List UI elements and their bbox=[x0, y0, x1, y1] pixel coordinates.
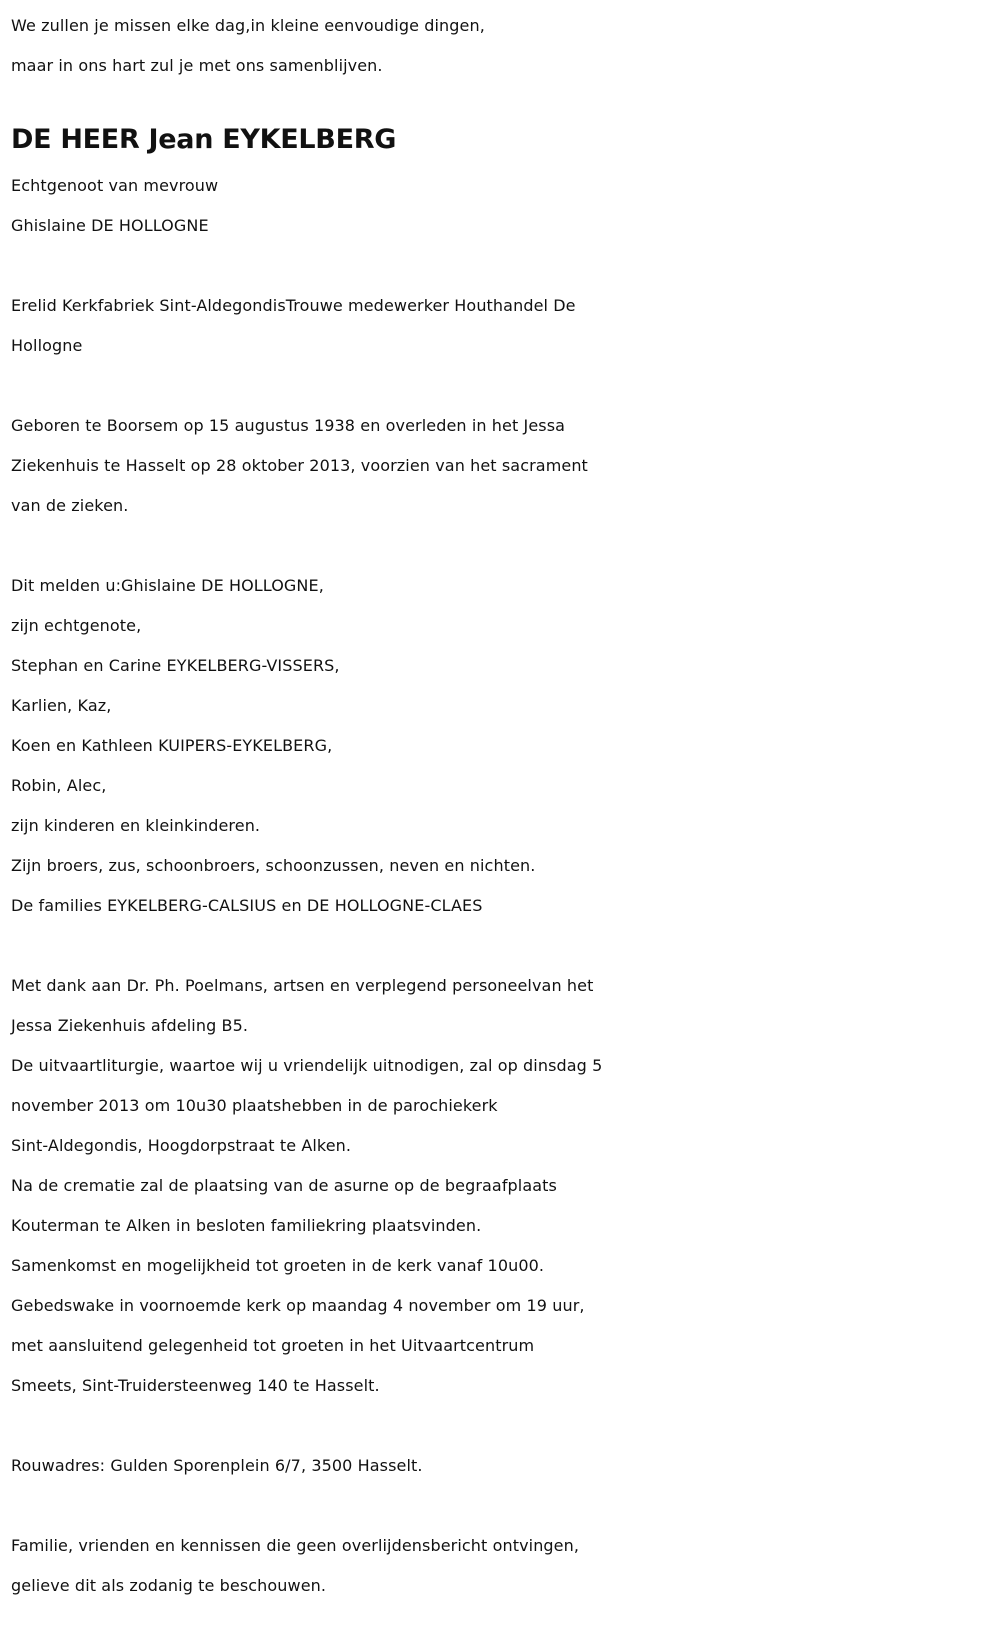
ceremony-line: Na de crematie zal de plaatsing van de asurne op de begraafplaats bbox=[11, 1176, 557, 1195]
ceremony-line: De uitvaartliturgie, waartoe wij u vriendelijk uitnodigen, zal op dinsdag 5 bbox=[11, 1056, 603, 1075]
ceremony-line: Gebedswake in voornoemde kerk op maandag 4 november om 19 uur, bbox=[11, 1296, 585, 1315]
spouse-line: Ghislaine DE HOLLOGNE bbox=[11, 216, 209, 235]
birth-death-block bbox=[11, 406, 991, 526]
announcer-line: Dit melden u:Ghislaine DE HOLLOGNE, bbox=[11, 576, 324, 595]
deceased-name-heading: DE HEER Jean EYKELBERG bbox=[11, 124, 397, 155]
closing-line: gelieve dit als zodanig te beschouwen. bbox=[11, 1576, 327, 1595]
closing-block bbox=[11, 1526, 991, 1606]
roles-line: Hollogne bbox=[11, 336, 83, 355]
announcer-line: De families EYKELBERG-CALSIUS en DE HOLLOGNE-CLAES bbox=[11, 896, 483, 915]
mourning-address-block bbox=[11, 1446, 991, 1486]
spouse-line: Echtgenoot van mevrouw bbox=[11, 176, 219, 195]
verse-line: maar in ons hart zul je met ons samenblijven. bbox=[11, 56, 383, 75]
ceremony-line: Jessa Ziekenhuis afdeling B5. bbox=[11, 1016, 249, 1035]
birth-death-line: Ziekenhuis te Hasselt op 28 oktober 2013, voorzien van het sacrament bbox=[11, 456, 588, 475]
obituary-document bbox=[11, 6, 991, 1606]
ceremony-line: november 2013 om 10u30 plaatshebben in de parochiekerk bbox=[11, 1096, 498, 1115]
closing-line: Familie, vrienden en kennissen die geen overlijdensbericht ontvingen, bbox=[11, 1536, 580, 1555]
verse-line: We zullen je missen elke dag,in kleine eenvoudige dingen, bbox=[11, 16, 485, 35]
spouse-block bbox=[11, 166, 991, 246]
ceremony-line: Samenkomst en mogelijkheid tot groeten in de kerk vanaf 10u00. bbox=[11, 1256, 545, 1275]
ceremony-line: Smeets, Sint-Truidersteenweg 140 te Hasselt. bbox=[11, 1376, 380, 1395]
ceremony-line: Kouterman te Alken in besloten familiekring plaatsvinden. bbox=[11, 1216, 482, 1235]
birth-death-line: Geboren te Boorsem op 15 augustus 1938 en overleden in het Jessa bbox=[11, 416, 566, 435]
announcers-block bbox=[11, 566, 991, 926]
ceremony-block bbox=[11, 966, 991, 1406]
announcer-line: Koen en Kathleen KUIPERS-EYKELBERG, bbox=[11, 736, 333, 755]
ceremony-line: Sint-Aldegondis, Hoogdorpstraat te Alken. bbox=[11, 1136, 352, 1155]
ceremony-line: met aansluitend gelegenheid tot groeten in het Uitvaartcentrum bbox=[11, 1336, 535, 1355]
announcer-line: Robin, Alec, bbox=[11, 776, 107, 795]
intro-verse bbox=[11, 6, 991, 86]
announcer-line: Zijn broers, zus, schoonbroers, schoonzussen, neven en nichten. bbox=[11, 856, 536, 875]
announcer-line: zijn echtgenote, bbox=[11, 616, 142, 635]
birth-death-line: van de zieken. bbox=[11, 496, 129, 515]
roles-block bbox=[11, 286, 991, 366]
announcer-line: Stephan en Carine EYKELBERG-VISSERS, bbox=[11, 656, 340, 675]
mourning-address: Rouwadres: Gulden Sporenplein 6/7, 3500 Hasselt. bbox=[11, 1456, 423, 1475]
announcer-line: zijn kinderen en kleinkinderen. bbox=[11, 816, 261, 835]
roles-line: Erelid Kerkfabriek Sint-AldegondisTrouwe medewerker Houthandel De bbox=[11, 296, 576, 315]
ceremony-line: Met dank aan Dr. Ph. Poelmans, artsen en verplegend personeelvan het bbox=[11, 976, 594, 995]
announcer-line: Karlien, Kaz, bbox=[11, 696, 112, 715]
